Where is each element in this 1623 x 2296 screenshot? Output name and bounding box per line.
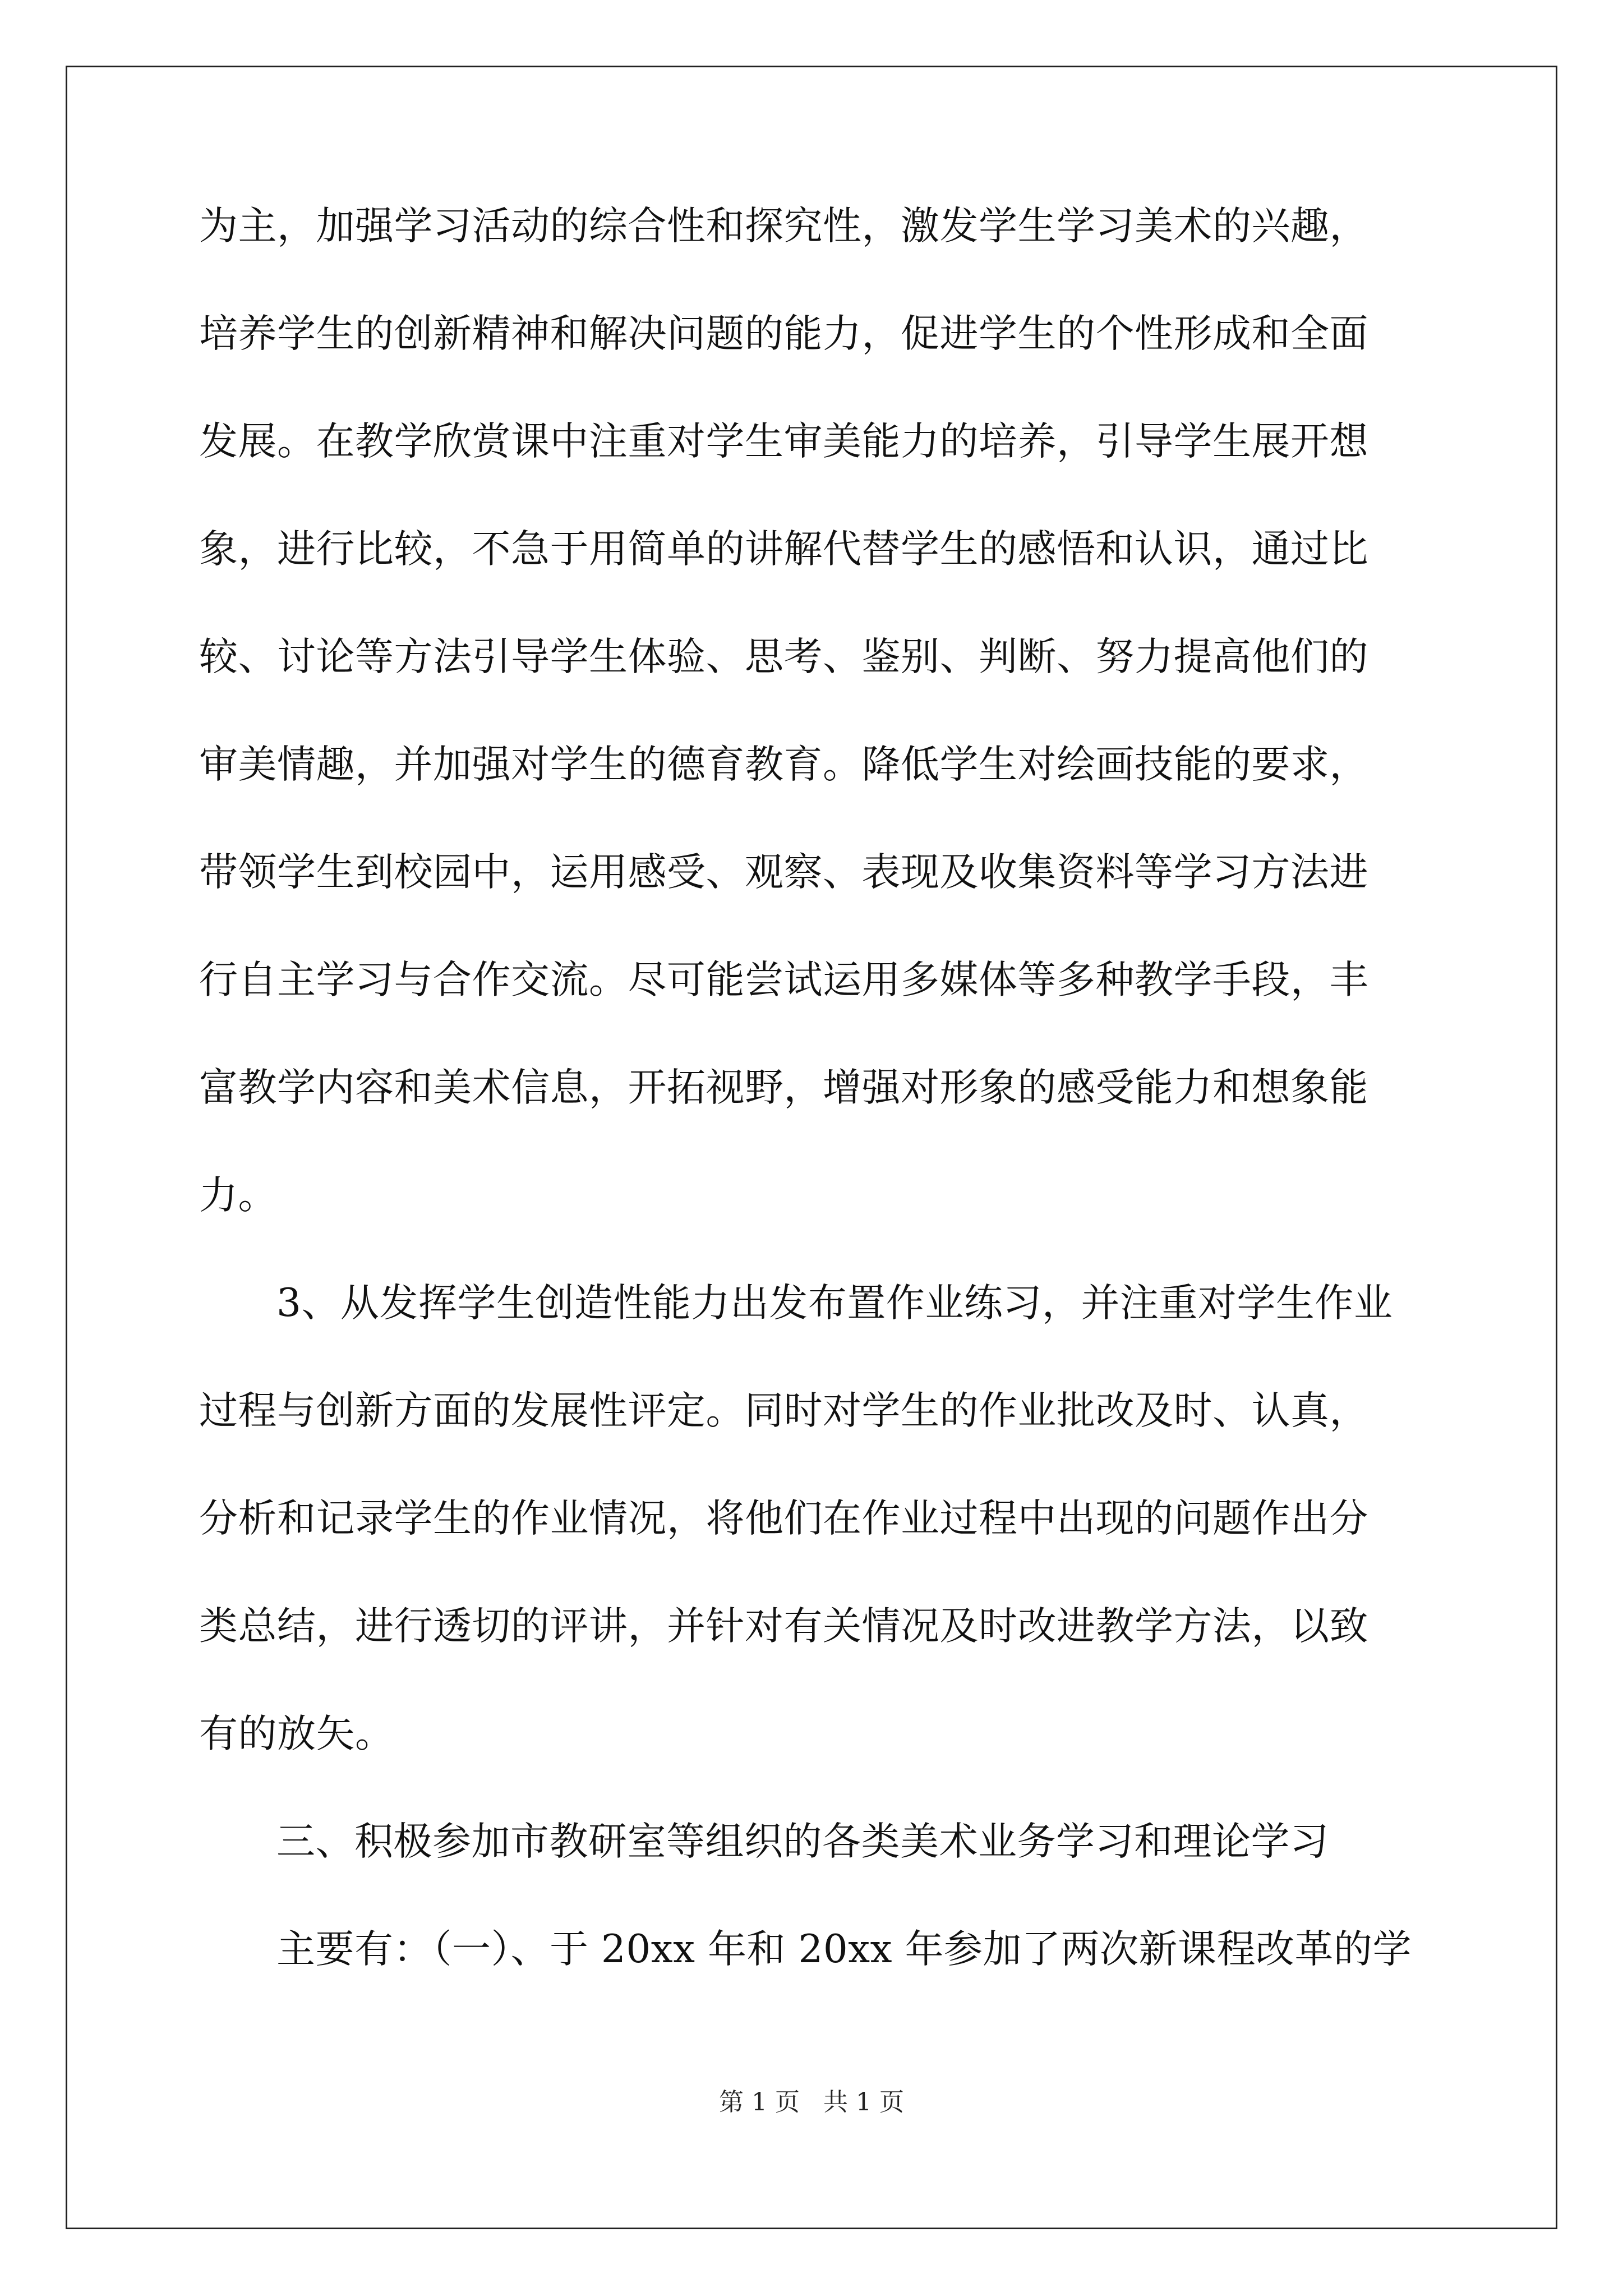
text-line: 为主，加强学习活动的综合性和探究性，激发学生学习美术的兴趣，: [199, 204, 1368, 249]
section-heading: 三、积极参加市教研室等组织的各类美术业务学习和理论学习: [276, 1819, 1329, 1864]
text-line: 发展。在教学欣赏课中注重对学生审美能力的培养，引导学生展开想: [199, 419, 1368, 464]
page-border: [66, 66, 1557, 2229]
text-line: 较、讨论等方法引导学生体验、思考、鉴别、判断、努力提高他们的: [199, 634, 1368, 679]
text-line: 过程与创新方面的发展性评定。同时对学生的作业批改及时、认真，: [199, 1388, 1368, 1433]
text-line: 类总结，进行透切的评讲，并针对有关情况及时改进教学方法，以致: [199, 1604, 1368, 1649]
text-line: 3、从发挥学生创造性能力出发布置作业练习，并注重对学生作业: [276, 1281, 1393, 1326]
text-line: 象，进行比较，不急于用简单的讲解代替学生的感悟和认识，通过比: [199, 527, 1368, 572]
text-line: 主要有：（一）、于 20xx 年和 20xx 年参加了两次新课程改革的学: [276, 1927, 1412, 1972]
page-footer: [0, 2087, 1623, 2118]
text-line: 审美情趣，并加强对学生的德育教育。降低学生对绘画技能的要求，: [199, 742, 1368, 787]
text-line: 培养学生的创新精神和解决问题的能力，促进学生的个性形成和全面: [199, 311, 1368, 356]
text-line: 有的放矢。: [199, 1711, 394, 1756]
text-line: 带领学生到校园中，运用感受、观察、表现及收集资料等学习方法进: [199, 850, 1368, 895]
text-line: 分析和记录学生的作业情况，将他们在作业过程中出现的问题作出分: [199, 1496, 1368, 1541]
text-line: 富教学内容和美术信息，开拓视野，增强对形象的感受能力和想象能: [199, 1065, 1368, 1110]
page-total: 共 1 页: [823, 2088, 904, 2116]
text-line: 力。: [199, 1173, 277, 1218]
page-number: 第 1 页: [719, 2088, 800, 2116]
text-line: 行自主学习与合作交流。尽可能尝试运用多媒体等多种教学手段，丰: [199, 958, 1368, 1002]
